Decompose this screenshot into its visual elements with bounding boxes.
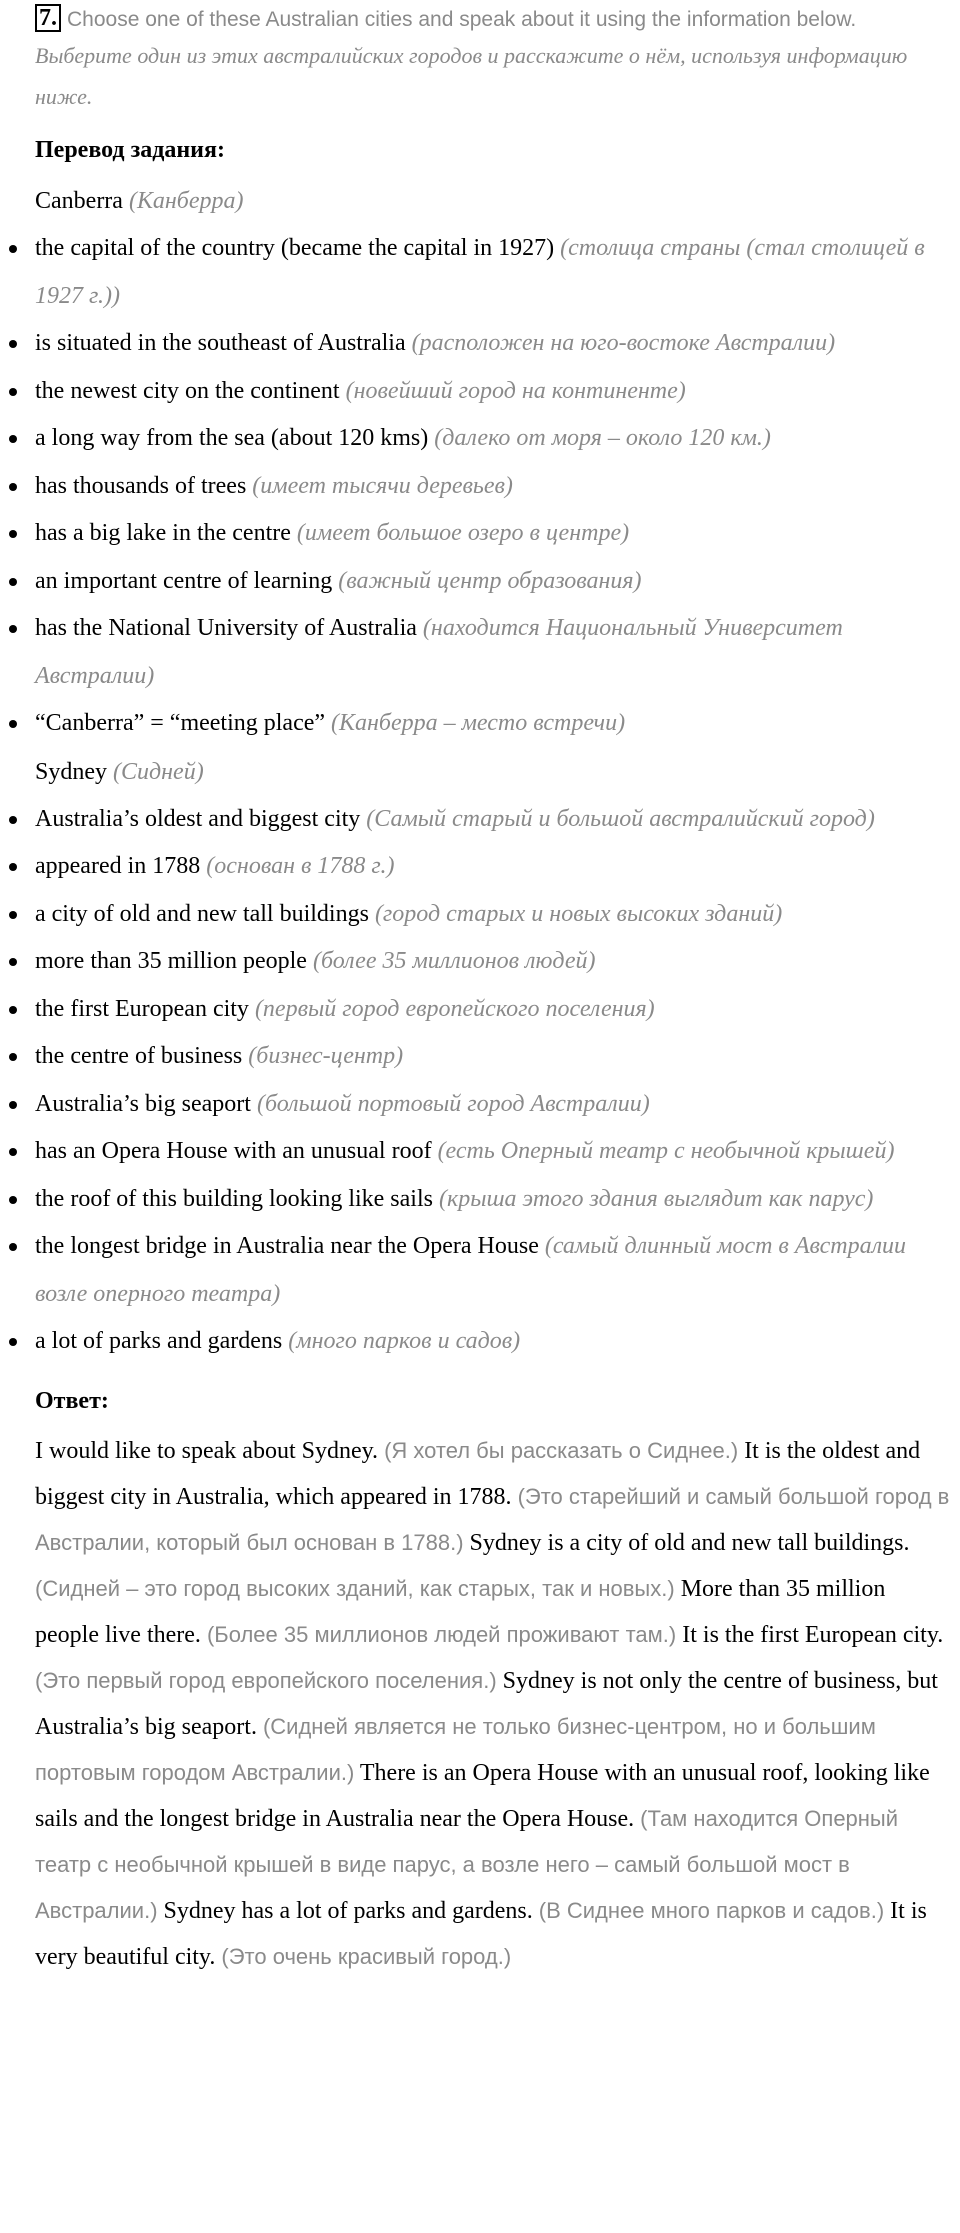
list-item: has the National University of Australia (находится Национальный Университет Австралии) [35, 605, 955, 700]
translation-heading: Перевод задания: [35, 137, 225, 163]
task-instruction-en [35, 4, 955, 35]
list-item: the centre of business (бизнес-центр) [35, 1033, 955, 1081]
list-item: Australia’s big seaport (большой портовый город Австралии) [35, 1081, 955, 1129]
task-instruction-en-text: Choose one of these Australian cities and speak about it using the information below. [67, 8, 857, 31]
canberra-name: Canberra [35, 188, 123, 214]
list-item: a lot of parks and gardens (много парков и садов) [35, 1318, 955, 1366]
list-item: a city of old and new tall buildings (город старых и новых высоких зданий) [35, 891, 955, 939]
sydney-title [35, 748, 955, 796]
list-item: has thousands of trees (имеет тысячи деревьев) [35, 463, 955, 511]
list-item: the capital of the country (became the capital in 1927) (столица страны (стал столицей в 1927 г.)) [35, 225, 955, 320]
canberra-title [35, 177, 955, 225]
sydney-name: Sydney [35, 758, 107, 785]
list-item: the longest bridge in Australia near the Opera House (самый длинный мост в Австралии возле оперного театра) [35, 1223, 955, 1318]
list-item: has a big lake in the centre (имеет большое озеро в центре) [35, 510, 955, 558]
sydney-facts [35, 796, 955, 1366]
list-item: is situated in the southeast of Australia (расположен на юго-востоке Австралии) [35, 320, 955, 368]
list-item: an important centre of learning (важный центр образования) [35, 558, 955, 606]
answer-paragraph: I would like to speak about Sydney. (Я хотел бы рассказать о Сиднее.) It is the oldest and biggest city in Australia, which appeared in 1788. (Это старейший и самый большой город в Австралии, который был основан в 1788.) Sydney is a city of old and new tall buildings. (Сидней – это город высоких зданий, как старых, так и новых.) More than 35 million people live there. (Более 35 миллионов людей проживают там.) It is the first European city. (Это первый город европейского поселения.) Sydney is not only the centre of business, but Australia’s big seaport. (Сидней является не только бизнес-центром, но и большим портовым городом Австралии.) There is an Opera House with an unusual roof, looking like sails and the longest bridge in Australia near the Opera House. (Там находится Оперный театр с необычной крышей в виде парус, а возле него – самый большой мост в Австралии.) Sydney has a lot of parks and gardens. (В Сиднее много парков и садов.) It is very beautiful city. (Это очень красивый город.) [35, 1437, 950, 1970]
list-item: the newest city on the continent (новейший город на континенте) [35, 368, 955, 416]
list-item: has an Opera House with an unusual roof (есть Оперный театр с необычной крышей) [35, 1128, 955, 1176]
task-instruction-ru: Выберите один из этих австралийских городов и расскажите о нём, используя информацию ниже. [35, 43, 908, 109]
document-page [35, 0, 955, 1980]
list-item: more than 35 million people (более 35 миллионов людей) [35, 938, 955, 986]
task-number: 7. [35, 4, 61, 32]
list-item: the roof of this building looking like sails (крыша этого здания выглядит как парус) [35, 1176, 955, 1224]
canberra-facts [35, 225, 955, 748]
canberra-name-ru: (Канберра) [128, 188, 244, 214]
list-item: Australia’s oldest and biggest city (Самый старый и большой австралийский город) [35, 796, 955, 844]
sydney-name-ru: (Сидней) [113, 758, 204, 785]
list-item: a long way from the sea (about 120 kms) (далеко от моря – около 120 км.) [35, 415, 955, 463]
list-item: “Canberra” = “meeting place” (Канберра – место встречи) [35, 700, 955, 748]
list-item: appeared in 1788 (основан в 1788 г.) [35, 843, 955, 891]
answer-heading: Ответ: [35, 1387, 109, 1414]
list-item: the first European city (первый город европейского поселения) [35, 986, 955, 1034]
